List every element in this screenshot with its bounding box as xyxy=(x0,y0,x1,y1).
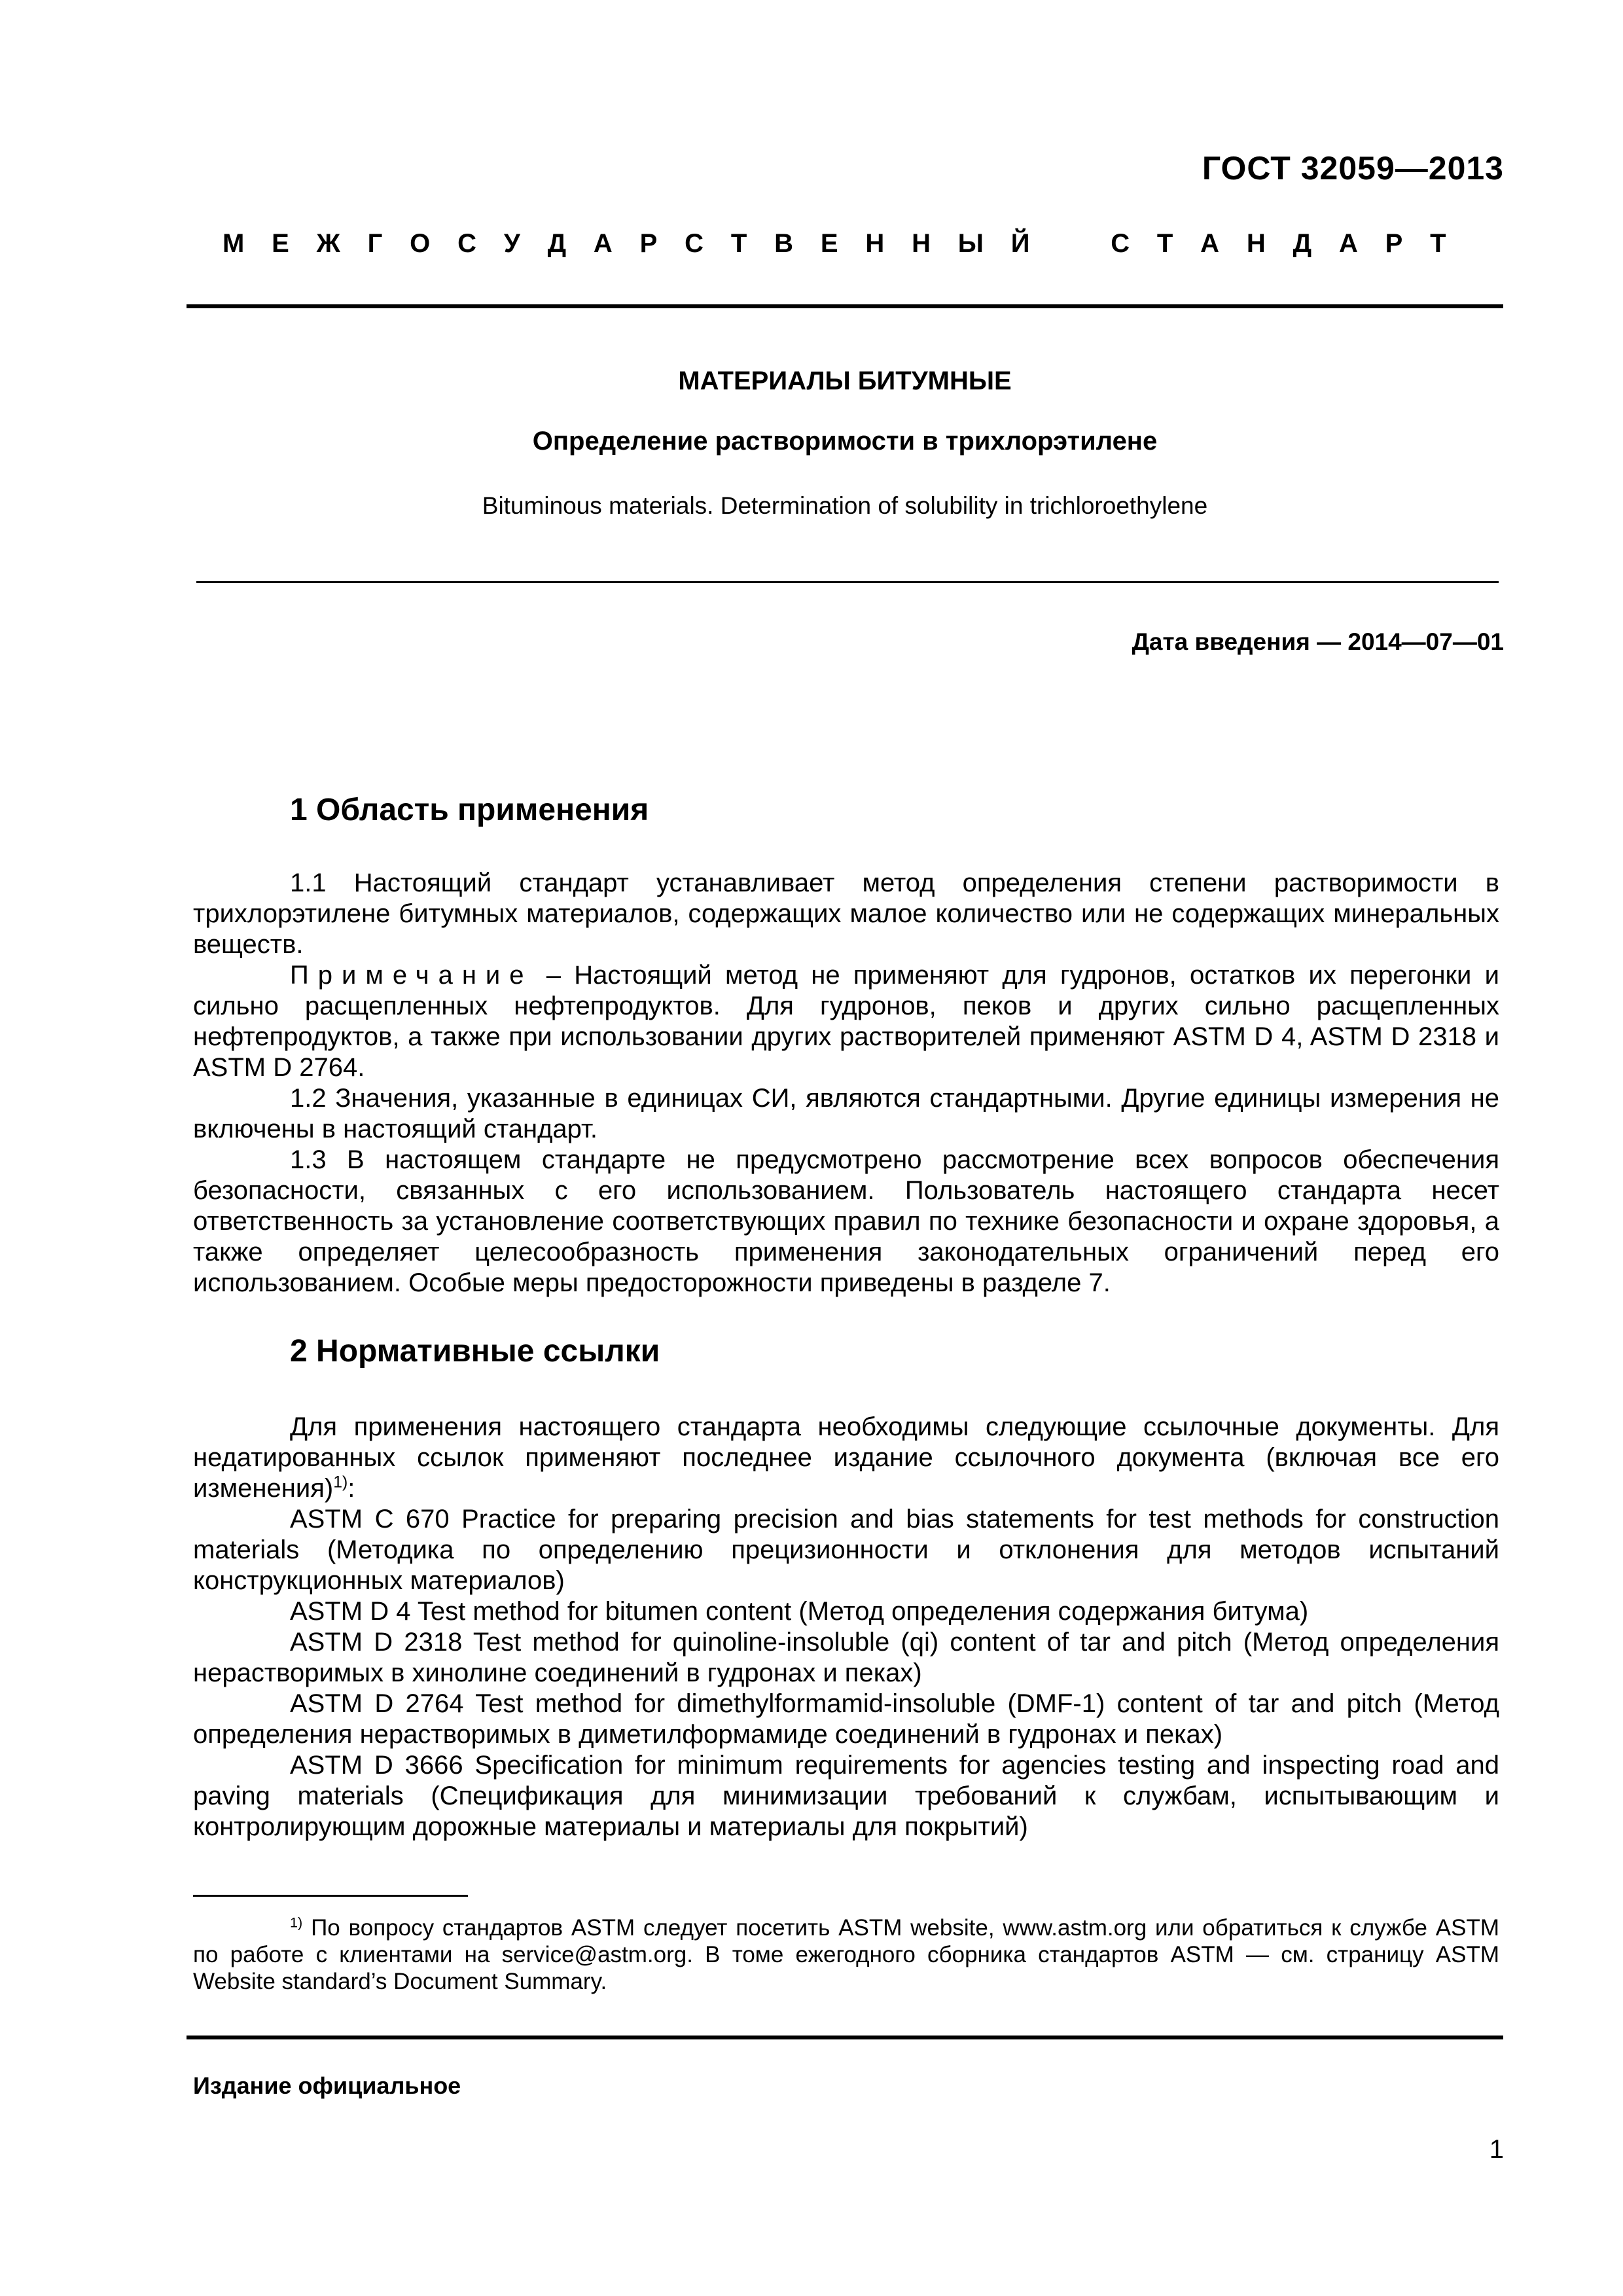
reference-item: ASTM D 3666 Specification for minimum requirements for agencies testing and inspecting road and paving materials (Спецификация для минимизации требований к службам, испытывающим и контролирующим дорожные материалы и материалы для покрытий) xyxy=(193,1751,1499,1841)
letter: Е xyxy=(820,229,838,258)
note-paragraph xyxy=(193,960,1499,1083)
references-intro-text: Для применения настоящего стандарта необходимы следующие ссылочные документы. Для недатированных ссылок применяют последнее издание ссылочного документа (включая все его изменения) xyxy=(193,1412,1499,1503)
footnote-marker: 1) xyxy=(290,1914,303,1931)
letter: У xyxy=(503,229,520,258)
reference-item: ASTM C 670 Practice for preparing precision and bias statements for test methods for construction materials (Методика по определению прецизионности и отклонения для методов испытаний конструкционных материалов) xyxy=(193,1505,1499,1595)
references-intro-tail: : xyxy=(348,1474,355,1503)
letter: Й xyxy=(1010,229,1030,258)
letter: Г xyxy=(367,229,383,258)
letter: Ж xyxy=(316,229,340,258)
title-divider xyxy=(196,581,1499,583)
letter: Ы xyxy=(957,229,984,258)
clause-1-2: 1.2 Значения, указанные в единицах СИ, являются стандартными. Другие единицы измерения не включены в настоящий стандарт. xyxy=(193,1084,1499,1143)
interstate-standard-heading xyxy=(223,229,1446,259)
letter: Т xyxy=(1156,229,1173,258)
note-label: Примечание xyxy=(290,961,533,990)
letter: А xyxy=(1338,229,1358,258)
letter: С xyxy=(685,229,704,258)
footer-divider xyxy=(187,2036,1503,2039)
footnote-text: По вопросу стандартов ASTM следует посетить ASTM website, www.astm.org или обратиться к службе ASTM по работе с клиентами на service@astm.org. В томе ежегодного сборника стандартов ASTM — см. страницу ASTM Website standard’s Document Summary. xyxy=(193,1915,1499,1994)
note-text: – Настоящий метод не применяют для гудронов, остатков их перегонки и сильно расщепленных нефтепродуктов. Для гудронов, пеков и других сильно расщепленных нефтепродуктов, а также при использовании других растворителей применяют ASTM D 4, ASTM D 2318 и ASTM D 2764. xyxy=(193,961,1499,1082)
document-title-english: Bituminous materials. Determination of solubility in trichloroethylene xyxy=(482,492,1208,519)
section-heading-normative-references: 2 Нормативные ссылки xyxy=(290,1334,660,1369)
footnote-ref-marker: 1) xyxy=(333,1473,348,1492)
letter: Н xyxy=(912,229,931,258)
letter: Р xyxy=(1385,229,1403,258)
reference-item: ASTM D 2764 Test method for dimethylformamid-insoluble (DMF-1) content of tar and pitch (Метод определения нерастворимых в диметилформамиде соединений в гудронах и пеках) xyxy=(193,1689,1499,1749)
letter: Н xyxy=(865,229,885,258)
reference-item: ASTM D 4 Test method for bitumen content (Метод определения содержания битума) xyxy=(290,1597,1309,1626)
letter: В xyxy=(774,229,793,258)
page-number: 1 xyxy=(1489,2135,1504,2164)
letter: С xyxy=(1111,229,1130,258)
reference-item: ASTM D 2318 Test method for quinoline-insoluble (qi) content of tar and pitch (Метод определения нерастворимых в хинолине соединений в гудронах и пеках) xyxy=(193,1628,1499,1687)
letter: Т xyxy=(1430,229,1446,258)
letter: Т xyxy=(730,229,747,258)
letter: М xyxy=(223,229,245,258)
clause-1-3: 1.3 В настоящем стандарте не предусмотрено рассмотрение всех вопросов обеспечения безопасности, связанных с его использованием. Пользователь настоящего стандарта несет ответственность за установление соответствующих правил по технике безопасности и охране здоровья, а также определяет целесообразность применения законодательных ограничений перед его использованием. Особые меры предосторожности приведены в разделе 7. xyxy=(193,1145,1499,1297)
document-code: ГОСТ 32059—2013 xyxy=(1202,150,1504,187)
letter: Д xyxy=(1293,229,1312,258)
footnote xyxy=(193,1914,1499,1995)
references-intro xyxy=(193,1412,1499,1504)
letter: А xyxy=(593,229,613,258)
introduction-date: Дата введения — 2014—07—01 xyxy=(1132,628,1504,655)
letter: Р xyxy=(639,229,658,258)
footnote-divider xyxy=(193,1895,468,1897)
letter: О xyxy=(410,229,431,258)
letter: Н xyxy=(1246,229,1266,258)
letter: Е xyxy=(272,229,289,258)
section-references-body xyxy=(193,1412,1499,1842)
official-edition-label: Издание официальное xyxy=(193,2072,461,2099)
letter: С xyxy=(457,229,477,258)
word-gap xyxy=(1057,229,1083,259)
header-divider xyxy=(187,304,1503,308)
document-subtitle: Определение растворимости в трихлорэтилене xyxy=(532,427,1158,456)
footnote-paragraph xyxy=(193,1914,1499,1995)
letter: А xyxy=(1200,229,1220,258)
document-title: МАТЕРИАЛЫ БИТУМНЫЕ xyxy=(678,367,1012,395)
clause-1-1: 1.1 Настоящий стандарт устанавливает метод определения степени растворимости в трихлорэтилене битумных материалов, содержащих малое количество или не содержащих минеральных веществ. xyxy=(193,869,1499,959)
section-heading-scope: 1 Область применения xyxy=(290,793,649,827)
section-scope-body xyxy=(193,868,1499,1299)
letter: Д xyxy=(547,229,567,258)
